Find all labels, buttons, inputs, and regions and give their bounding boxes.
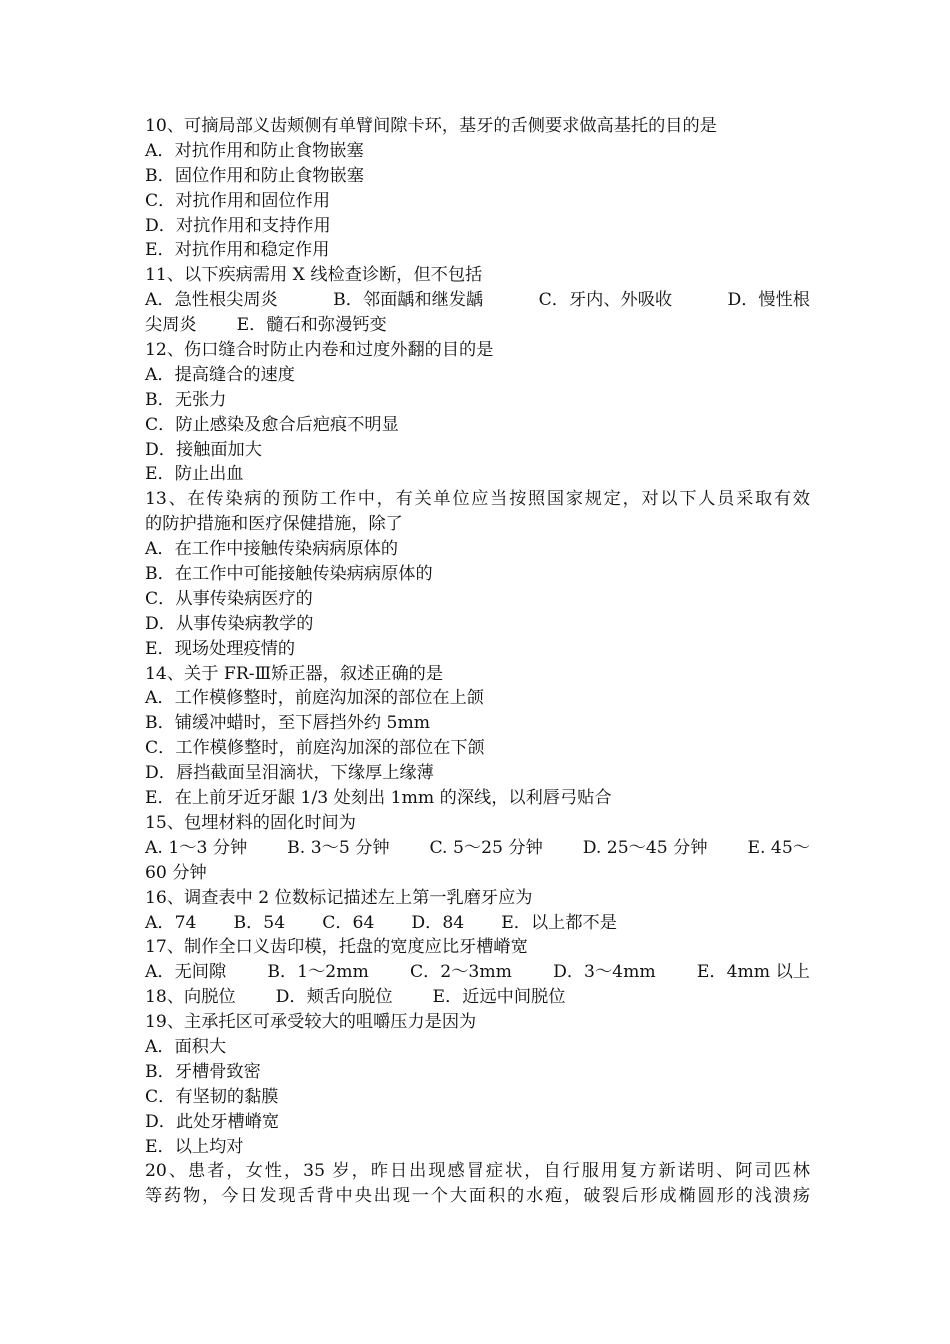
question-17-stem: 17、制作全口义齿印模，托盘的宽度应比牙槽嵴宽 [145, 937, 528, 958]
question-19-option-e: E．以上均对 [145, 1136, 244, 1157]
question-10-option-c: C．对抗作用和固位作用 [145, 190, 331, 211]
question-11-options-row [145, 288, 810, 313]
question-16-options-row [145, 911, 810, 936]
question-18-option-e: E．近远中间脱位 [432, 987, 566, 1008]
question-19-option-c: C．有坚韧的黏膜 [145, 1086, 279, 1107]
question-17-option-e: E．4mm 以上 [696, 962, 810, 983]
question-17-option-d: D．3～4mm [553, 962, 656, 983]
question-16-option-c: C．64 [322, 912, 375, 933]
question-13-stem-line-2: 的防护措施和医疗保健措施，除了 [145, 514, 403, 535]
question-14-stem: 14、关于 FR-Ⅲ矫正器，叙述正确的是 [145, 663, 444, 684]
question-13-option-c: C．从事传染病医疗的 [145, 588, 313, 609]
question-17-option-b: B．1～2mm [267, 962, 369, 983]
question-list [145, 114, 810, 1209]
question-16-option-a: A．74 [145, 912, 197, 933]
question-17-option-a: A．无间隙 [145, 962, 227, 983]
question-11-option-d-part2: 尖周炎 [145, 315, 197, 336]
question-15-option-b: B. 3～5 分钟 [287, 837, 390, 858]
question-10-option-a: A．对抗作用和防止食物嵌塞 [145, 140, 364, 161]
question-14-option-b: B．铺缓冲蜡时，至下唇挡外约 5mm [145, 713, 431, 734]
question-15-options-row [145, 836, 810, 861]
question-20-stem-line-1: 20、患者，女性，35 岁，昨日出现感冒症状，自行服用复方新诺明、阿司匹林 [145, 1161, 810, 1182]
question-17-option-c: C．2～3mm [409, 962, 512, 983]
question-18-option-c: 18、向脱位 [145, 987, 236, 1008]
question-18-option-d: D．颊舌向脱位 [275, 987, 393, 1008]
question-16-stem: 16、调查表中 2 位数标记描述左上第一乳磨牙应为 [145, 887, 533, 908]
question-13-stem-line-1: 13、在传染病的预防工作中，有关单位应当按照国家规定，对以下人员采取有效 [145, 489, 810, 510]
question-12-option-e: E．防止出血 [145, 464, 244, 485]
question-20-stem-line-2: 等药物，今日发现舌背中央出现一个大面积的水疱，破裂后形成椭圆形的浅溃疡 [145, 1186, 810, 1207]
question-19-option-a: A．面积大 [145, 1036, 227, 1057]
question-12-stem: 12、伤口缝合时防止内卷和过度外翻的目的是 [145, 340, 494, 361]
question-19-option-b: B．牙槽骨致密 [145, 1061, 261, 1082]
question-10-option-e: E．对抗作用和稳定作用 [145, 240, 330, 261]
question-14-option-a: A．工作模修整时，前庭沟加深的部位在上颌 [145, 688, 484, 709]
question-16-option-b: B．54 [233, 912, 286, 933]
question-19-stem: 19、主承托区可承受较大的咀嚼压力是因为 [145, 1012, 477, 1033]
question-12-option-c: C．防止感染及愈合后疤痕不明显 [145, 414, 399, 435]
question-15-option-e-part1: E. 45～ [747, 837, 810, 858]
question-14-option-d: D．唇挡截面呈泪滴状，下缘厚上缘薄 [145, 763, 434, 784]
question-18-options-row [145, 985, 810, 1010]
question-13-option-a: A．在工作中接触传染病病原体的 [145, 539, 399, 560]
question-11-option-e: E．髓石和弥漫钙变 [236, 315, 387, 336]
question-16-option-d: D．84 [411, 912, 465, 933]
question-10-option-b: B．固位作用和防止食物嵌塞 [145, 165, 364, 186]
question-11-stem: 11、以下疾病需用 X 线检查诊断，但不包括 [145, 265, 483, 286]
question-15-option-a: A. 1～3 分钟 [145, 837, 248, 858]
question-15-option-c: C. 5～25 分钟 [429, 837, 543, 858]
question-14-option-e: E．在上前牙近牙龈 1/3 处刻出 1mm 的深线，以利唇弓贴合 [145, 788, 612, 809]
question-11-option-b: B．邻面龋和继发龋 [333, 290, 484, 311]
question-14-option-c: C．工作模修整时，前庭沟加深的部位在下颌 [145, 738, 485, 759]
question-15-stem: 15、包埋材料的固化时间为 [145, 812, 356, 833]
question-10-option-d: D．对抗作用和支持作用 [145, 215, 331, 236]
question-11-option-a: A．急性根尖周炎 [145, 290, 278, 311]
question-15-option-e-part2: 60 分钟 [145, 862, 207, 883]
question-11-options-row-2 [145, 313, 810, 338]
question-12-option-d: D．接触面加大 [145, 439, 262, 460]
question-12-option-a: A．提高缝合的速度 [145, 364, 295, 385]
question-12-option-b: B．无张力 [145, 389, 227, 410]
question-10-stem: 10、可摘局部义齿颊侧有单臂间隙卡环，基牙的舌侧要求做高基托的目的是 [145, 116, 717, 136]
question-11-option-d-part1: D．慢性根 [727, 290, 810, 311]
question-15-option-d: D. 25～45 分钟 [582, 837, 708, 858]
question-13-option-e: E．现场处理疫情的 [145, 638, 296, 659]
question-13-option-d: D．从事传染病教学的 [145, 613, 314, 634]
question-19-option-d: D．此处牙槽嵴宽 [145, 1111, 280, 1132]
question-16-option-e: E．以上都不是 [501, 912, 617, 933]
question-17-options-row [145, 960, 810, 985]
question-11-option-c: C．牙内、外吸收 [538, 290, 673, 311]
question-13-option-b: B．在工作中可能接触传染病病原体的 [145, 564, 433, 585]
